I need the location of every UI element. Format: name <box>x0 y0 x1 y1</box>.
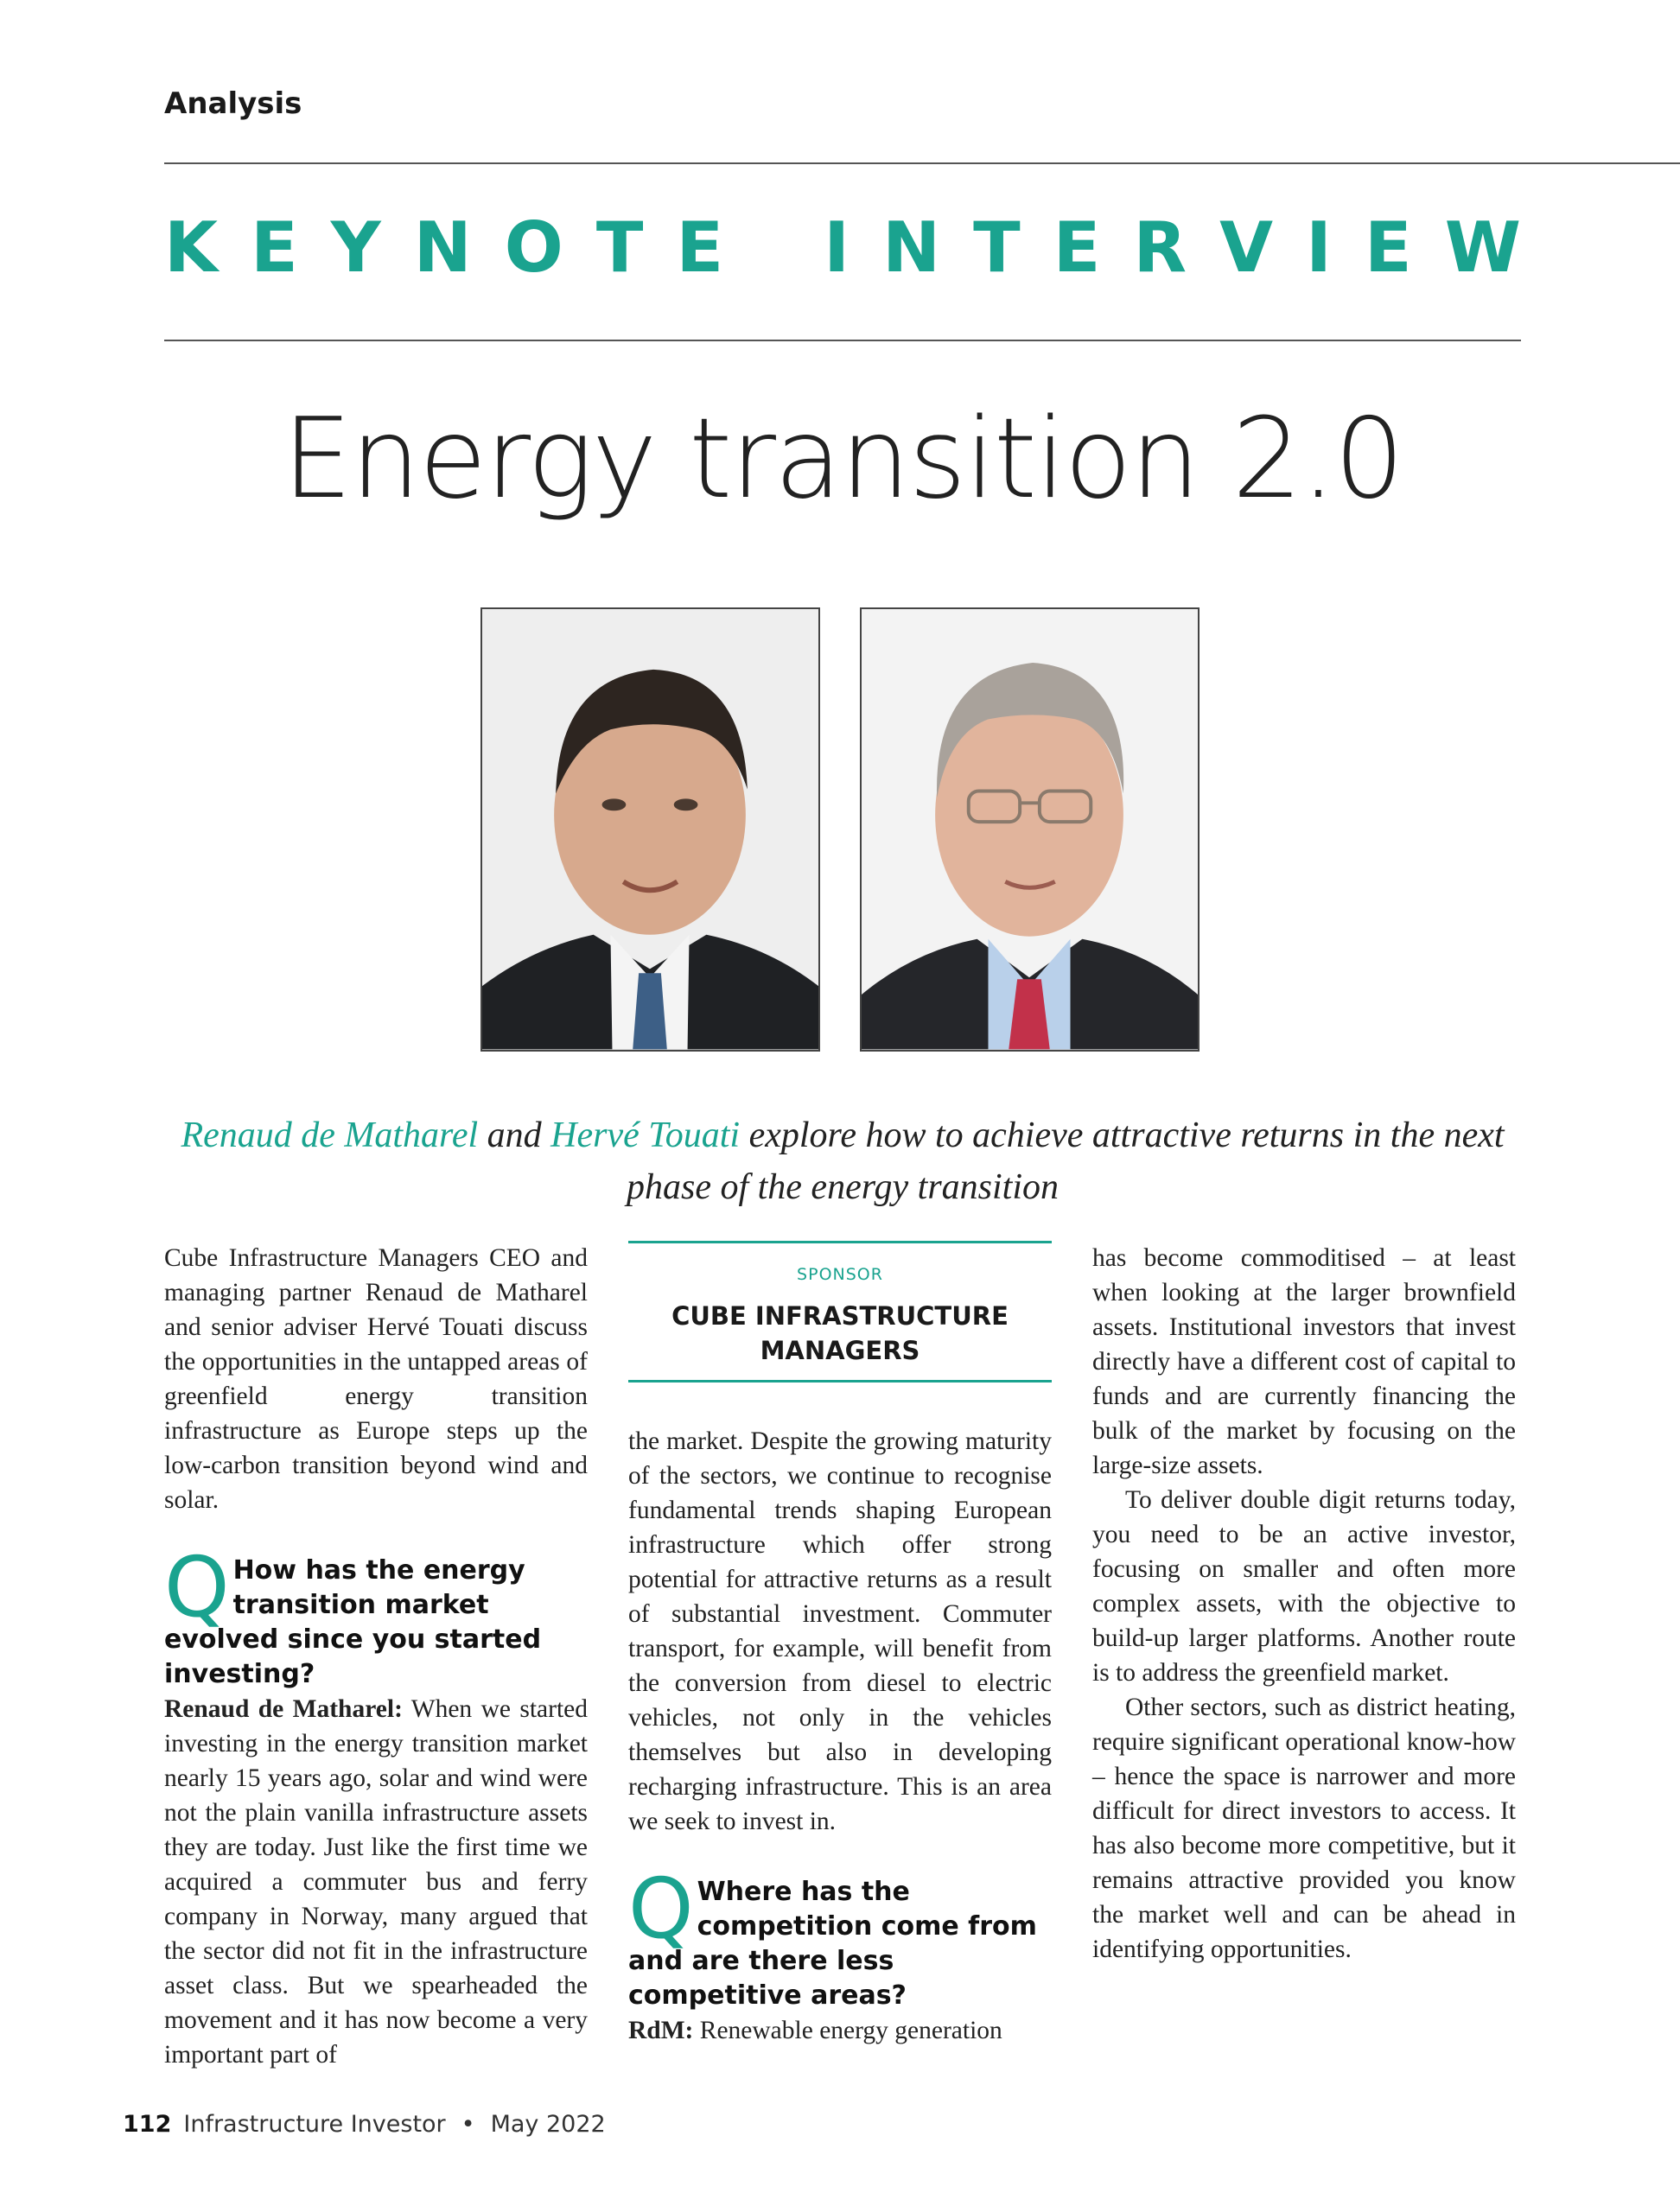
question-1-heading <box>164 1539 588 1692</box>
issue-date: May 2022 <box>490 2111 606 2138</box>
answer-2-paragraph-3: Other sectors, such as district heating, require significant operational know-how – hence the space is narrower and more difficult for direct investors to access. It has also become more competitive, but it remains attractive provided you know the market well and can be ahead in identifying opportunities. <box>1092 1694 1516 1963</box>
intro-name-2: Hervé Touati <box>550 1116 741 1155</box>
answer-2-paragraph-2: To deliver double digit returns today, you need to be an active investor, focusing on smaller and often more complex assets, with the objective to build-up larger platforms. Another route is to address the greenfield market. <box>1092 1486 1516 1687</box>
kicker-letter: N <box>413 207 472 288</box>
kicker-letter: K <box>164 207 218 288</box>
footer-bullet: • <box>461 2111 475 2138</box>
page-footer <box>123 2111 606 2138</box>
kicker-rule <box>164 340 1521 341</box>
intro-name-1: Renaud de Matharel <box>181 1116 479 1155</box>
column-2 <box>628 1241 1052 2048</box>
kicker-letter: T <box>595 207 644 288</box>
kicker-letter: E <box>676 207 724 288</box>
sponsor-name: CUBE INFRASTRUCTURE MANAGERS <box>671 1301 1009 1365</box>
answer-1-speaker: Renaud de Matharel: <box>164 1695 403 1723</box>
column-1 <box>164 1241 588 2072</box>
answer-1-text: When we started investing in the energy transition market nearly 15 years ago, solar and wind were not the plain vanilla infrastructure assets they are today. Just like the first time we acquired a commuter bus and ferry company in Norway, many argued that the sector did not fit in the infrastructure asset class. But we spearheaded the movement and it has now become a very important part of <box>164 1695 588 2069</box>
answer-2-continued: has become commoditised – at least when looking at the larger brownfield assets. Institutional investors that invest directly have a different cost of capital to funds and are currently financing the bulk of the market by focusing on the large-size assets. <box>1092 1244 1516 1479</box>
portrait-image-2 <box>862 609 1198 1050</box>
kicker-letter: W <box>1444 207 1521 288</box>
portrait-herve-touati <box>860 607 1200 1052</box>
page-number: 112 <box>123 2111 172 2138</box>
sponsor-label: SPONSOR <box>797 1265 883 1284</box>
top-rule <box>164 162 1680 164</box>
kicker-letter: R <box>1133 207 1187 288</box>
kicker-letter: O <box>504 207 563 288</box>
kicker-letter: N <box>882 207 941 288</box>
question-1-text: How has the energy transition market evolved since you started investing? <box>164 1555 542 1689</box>
kicker-letter: I <box>1306 207 1332 288</box>
answer-2-text: Renewable energy generation <box>693 2017 1002 2044</box>
question-2-text: Where has the competition come from and are there less competitive areas? <box>628 1877 1037 2011</box>
article-title: Energy transition 2.0 <box>282 395 1403 524</box>
portrait-image-1 <box>482 609 818 1050</box>
kicker-letter: Y <box>330 207 381 288</box>
kicker-letter: E <box>1053 207 1101 288</box>
answer-1-continued: the market. Despite the growing maturity of the sectors, we continue to recognise fundamental trends shaping European infrastructure which offer strong potential for attractive returns as a result of substantial investment. Commuter transport, for example, will benefit from the conversion from diesel to electric vehicles, not only in the vehicles themselves but also in developing recharging infrastructure. This is an area we seek to invest in. <box>628 1427 1052 1835</box>
section-label: Analysis <box>164 86 302 121</box>
sponsor-box <box>628 1241 1052 1382</box>
answer-2-speaker: RdM: <box>628 2017 694 2044</box>
question-1 <box>164 1539 588 1692</box>
intro-and: and <box>478 1116 551 1155</box>
kicker-letter: E <box>1364 207 1412 288</box>
lede-paragraph: Cube Infrastructure Managers CEO and managing partner Renaud de Matharel and senior adviser Hervé Touati discuss the opportunities in the untapped areas of greenfield energy transition infrastructure as Europe steps up the low-carbon transition beyond wind and solar. <box>164 1244 588 1514</box>
portrait-renaud-de-matharel <box>480 607 820 1052</box>
kicker <box>164 207 1521 288</box>
column-3 <box>1092 1241 1516 1967</box>
kicker-letter: V <box>1219 207 1274 288</box>
intro-text: explore how to achieve attractive returns in the next phase of the energy transition <box>626 1116 1505 1207</box>
publication-name: Infrastructure Investor <box>183 2111 446 2138</box>
kicker-letter: I <box>824 207 850 288</box>
answer-1 <box>164 1692 588 2072</box>
q-drop-letter: Q <box>164 1539 230 1636</box>
question-2-heading <box>628 1860 1052 2013</box>
kicker-letter: E <box>251 207 298 288</box>
q-drop-letter: Q <box>628 1860 694 1957</box>
question-2 <box>628 1860 1052 2013</box>
kicker-letter: T <box>973 207 1021 288</box>
answer-2 <box>628 2013 1052 2048</box>
intro-standfirst <box>164 1109 1521 1213</box>
kicker-gap <box>756 207 791 288</box>
